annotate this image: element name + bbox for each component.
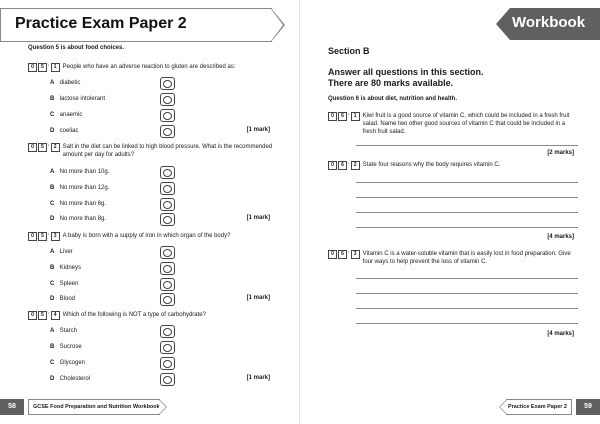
option-d: D coeliac	[50, 128, 79, 134]
question-number: 0 5 · 3	[28, 232, 60, 241]
right-page	[300, 0, 600, 424]
header-banner	[0, 8, 272, 42]
option-d: D Blood	[50, 296, 76, 302]
answer-checkbox[interactable]	[160, 182, 175, 195]
instructions: Answer all questions in this section. There are 80 marks available.	[328, 67, 484, 88]
answer-checkbox[interactable]	[160, 341, 175, 354]
footer-text: Practice Exam Paper 2	[507, 404, 567, 410]
page-number: 59	[576, 399, 600, 415]
mark-label: [1 mark]	[246, 127, 270, 133]
option-a: A diabetic	[50, 80, 81, 86]
option-b: B lactose intolerant	[50, 96, 106, 102]
page-number: 58	[0, 399, 24, 415]
answer-checkbox[interactable]	[160, 293, 175, 306]
option-d: D No more than 8g.	[50, 216, 107, 222]
question-text: Salt in the diet can be linked to high blood pressure. What is the recommended amount per day for adults?	[62, 144, 273, 158]
question-number: 0 6 · 1	[328, 112, 360, 121]
answer-checkbox[interactable]	[160, 262, 175, 275]
answer-checkbox[interactable]	[160, 198, 175, 211]
question-number: 0 6 · 3	[328, 250, 360, 259]
answer-checkbox[interactable]	[160, 77, 175, 90]
option-b: B Sucrose	[50, 344, 82, 350]
mark-label: [1 mark]	[246, 215, 270, 221]
option-a: A Liver	[50, 249, 73, 255]
option-c: C Spleen	[50, 281, 79, 287]
question-05-4	[28, 311, 278, 320]
answer-line[interactable]	[356, 182, 578, 183]
mark-label: [1 mark]	[246, 375, 270, 381]
answer-checkbox[interactable]	[160, 373, 175, 386]
mark-label: [4 marks]	[547, 234, 574, 240]
question-intro: Question 6 is about diet, nutrition and health.	[328, 96, 458, 102]
option-c: C anaemic	[50, 112, 83, 118]
question-05-3	[28, 232, 278, 241]
option-c: C No more than 6g.	[50, 201, 107, 207]
footer-banner	[506, 399, 572, 415]
footer-text: GCSE Food Preparation and Nutrition Workbook	[33, 404, 160, 410]
answer-line[interactable]	[356, 197, 578, 198]
answer-checkbox[interactable]	[160, 166, 175, 179]
answer-checkbox[interactable]	[160, 213, 175, 226]
question-06-2	[328, 161, 578, 170]
answer-checkbox[interactable]	[160, 278, 175, 291]
answer-checkbox[interactable]	[160, 357, 175, 370]
mark-label: [1 mark]	[246, 295, 270, 301]
answer-checkbox[interactable]	[160, 125, 175, 138]
answer-line[interactable]	[356, 293, 578, 294]
question-intro: Question 5 is about food choices.	[28, 45, 125, 51]
footer-banner	[28, 399, 160, 415]
workbook-label: Workbook	[512, 14, 586, 31]
section-heading: Section B	[328, 46, 370, 56]
option-c: C Glycogen	[50, 360, 86, 366]
option-b: B No more than 12g.	[50, 185, 110, 191]
question-05-1	[28, 63, 278, 72]
question-text: Which of the following is NOT a type of carbohydrate?	[62, 312, 206, 318]
question-number: 0 5 · 4	[28, 311, 60, 320]
question-text: A baby is born with a supply of iron in which organ of the body?	[62, 233, 231, 239]
answer-checkbox[interactable]	[160, 109, 175, 122]
answer-line[interactable]	[356, 323, 578, 324]
answer-line[interactable]	[356, 308, 578, 309]
answer-line[interactable]	[356, 278, 578, 279]
question-text: People who have an adverse reaction to gluten are described as:	[62, 64, 236, 70]
answer-line[interactable]	[356, 212, 578, 213]
question-text: State four reasons why the body requires vitamin C.	[362, 162, 501, 168]
question-text: Kiwi fruit is a good source of vitamin C, which could be included in a fresh fruit salad. Name two other good sources of vitamin C that could be included in a fresh fruit salad.	[362, 113, 570, 135]
answer-line[interactable]	[356, 145, 578, 146]
mark-label: [2 marks]	[547, 150, 574, 156]
question-06-1	[328, 112, 578, 136]
question-05-2	[28, 143, 278, 159]
option-b: B Kidneys	[50, 265, 82, 271]
option-a: A No more than 10g.	[50, 169, 110, 175]
page-title: Practice Exam Paper 2	[15, 15, 187, 32]
question-text: Vitamin C is a water-soluble vitamin that is easily lost in food preparation. Give four ways to help prevent the loss of vitamin C.	[362, 251, 571, 265]
answer-checkbox[interactable]	[160, 93, 175, 106]
answer-line[interactable]	[356, 227, 578, 228]
answer-checkbox[interactable]	[160, 325, 175, 338]
question-06-3	[328, 250, 578, 266]
question-number: 0 5 · 1	[28, 63, 60, 72]
question-number: 0 5 · 2	[28, 143, 60, 152]
option-d: D Cholesterol	[50, 376, 91, 382]
workbook-tab	[510, 8, 600, 40]
answer-checkbox[interactable]	[160, 246, 175, 259]
question-number: 0 6 · 2	[328, 161, 360, 170]
mark-label: [4 marks]	[547, 331, 574, 337]
option-a: A Starch	[50, 328, 78, 334]
